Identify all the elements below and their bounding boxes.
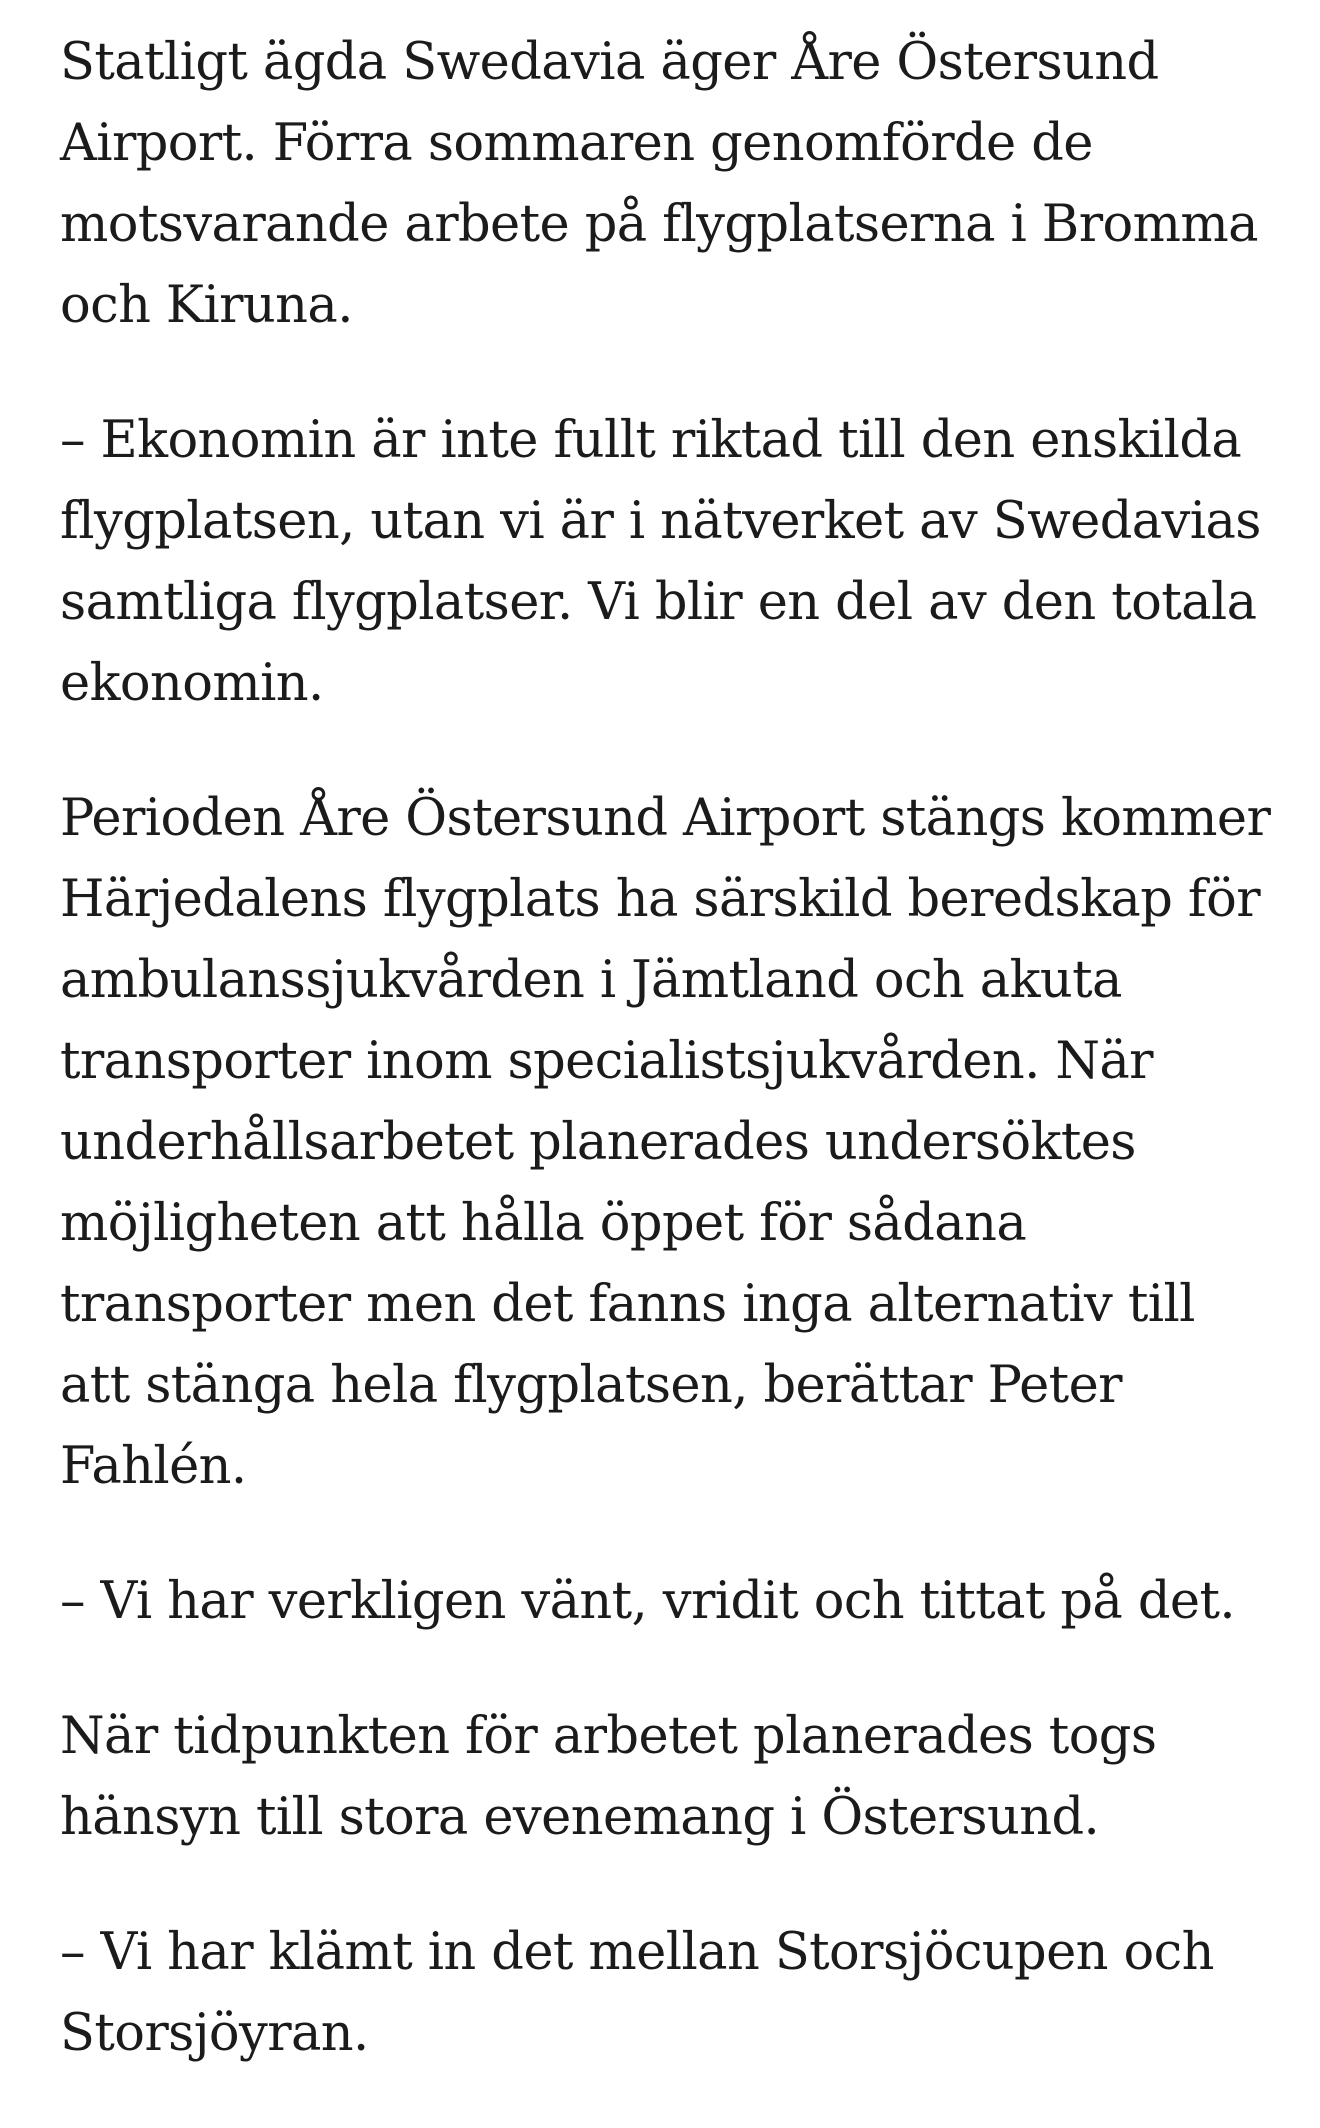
- article-paragraph-1: Statligt ägda Swedavia äger Åre Östersund Airport. Förra sommaren genomförde de motsvarande arbete på flygplatserna i Bromma och Kiruna.: [60, 33, 1258, 335]
- article-paragraph-2: – Ekonomin är inte fullt riktad till den enskilda flygplatsen, utan vi är i nätverket av Swedavias samtliga flygplatser. Vi blir en del av den totala ekonomin.: [60, 411, 1261, 713]
- article-paragraph-3: Perioden Åre Östersund Airport stängs kommer Härjedalens flygplats ha särskild beredskap för ambulanssjukvården i Jämtland och akuta transporter inom specialistsjukvården. När underhållsarbetet planerades undersöktes möjligheten att hålla öppet för sådana transporter men det fanns inga alternativ till att stänga hela flygplatsen, berättar Peter Fahlén.: [60, 789, 1271, 1496]
- article-body: [60, 22, 1280, 2128]
- article-paragraph-4: – Vi har verkligen vänt, vridit och tittat på det.: [60, 1572, 1235, 1631]
- article-paragraph-5: När tidpunkten för arbetet planerades togs hänsyn till stora evenemang i Östersund.: [60, 1707, 1157, 1847]
- article-paragraph-6: – Vi har klämt in det mellan Storsjöcupen och Storsjöyran.: [60, 1923, 1214, 2063]
